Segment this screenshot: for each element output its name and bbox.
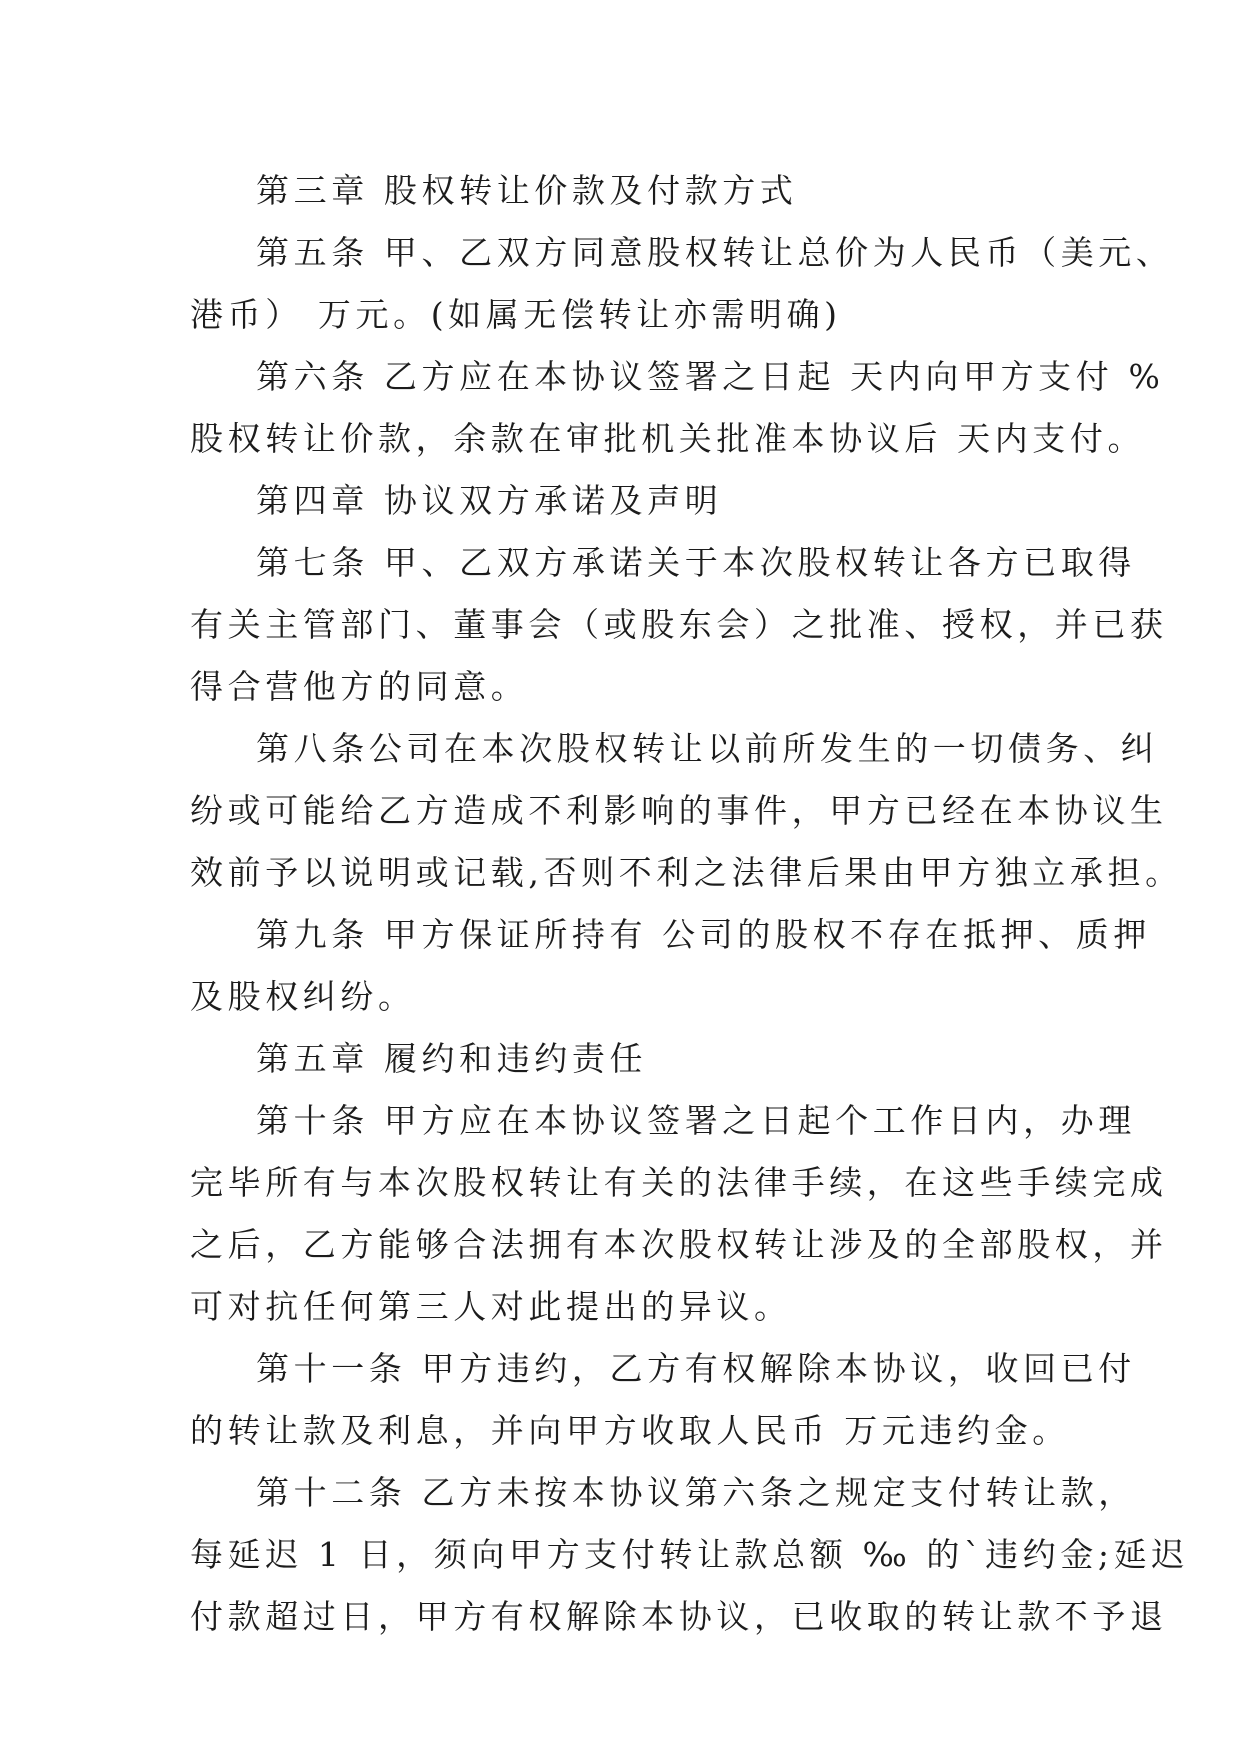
article-8-line-1: 第八条公司在本次股权转让以前所发生的一切债务、纠: [256, 729, 1159, 768]
article-11-line-2: 的转让款及利息，并向甲方收取人民币 万元违约金。: [190, 1411, 1070, 1450]
article-9-line-2: 及股权纠纷。: [190, 977, 416, 1016]
article-12-line-2: 每延迟 1 日，须向甲方支付转让款总额 ‰ 的`违约金;延迟: [190, 1535, 1189, 1574]
article-5-line-2: 港币） 万元。(如属无偿转让亦需明确): [190, 295, 842, 334]
article-12-line-3: 付款超过日，甲方有权解除本协议，已收取的转让款不予退: [190, 1597, 1168, 1636]
article-10-line-1: 第十条 甲方应在本协议签署之日起个工作日内，办理: [256, 1101, 1136, 1140]
document-body: [190, 160, 1189, 1648]
article-8-line-3: 效前予以说明或记载,否则不利之法律后果由甲方独立承担。: [190, 853, 1183, 892]
article-10-line-3: 之后，乙方能够合法拥有本次股权转让涉及的全部股权，并: [190, 1225, 1168, 1264]
article-8-line-2: 纷或可能给乙方造成不利影响的事件，甲方已经在本协议生: [190, 791, 1168, 830]
article-6-line-2: 股权转让价款，余款在审批机关批准本协议后 天内支付。: [190, 419, 1146, 458]
article-6-line-1: 第六条 乙方应在本协议签署之日起 天内向甲方支付 %: [256, 357, 1165, 396]
chapter-heading-3: 第三章 股权转让价款及付款方式: [256, 171, 798, 210]
article-10-line-2: 完毕所有与本次股权转让有关的法律手续，在这些手续完成: [190, 1163, 1168, 1202]
chapter-heading-4: 第四章 协议双方承诺及声明: [256, 481, 723, 520]
article-12-line-1: 第十二条 乙方未按本协议第六条之规定支付转让款，: [256, 1473, 1136, 1512]
article-11-line-1: 第十一条 甲方违约，乙方有权解除本协议，收回已付: [256, 1349, 1136, 1388]
article-7-line-2: 有关主管部门、董事会（或股东会）之批准、授权，并已获: [190, 605, 1168, 644]
article-9-line-1: 第九条 甲方保证所持有 公司的股权不存在抵押、质押: [256, 915, 1151, 954]
article-7-line-3: 得合营他方的同意。: [190, 667, 529, 706]
article-10-line-4: 可对抗任何第三人对此提出的异议。: [190, 1287, 792, 1326]
article-7-line-1: 第七条 甲、乙双方承诺关于本次股权转让各方已取得: [256, 543, 1136, 582]
chapter-heading-5: 第五章 履约和违约责任: [256, 1039, 648, 1078]
article-5-line-1: 第五条 甲、乙双方同意股权转让总价为人民币（美元、: [256, 233, 1174, 272]
